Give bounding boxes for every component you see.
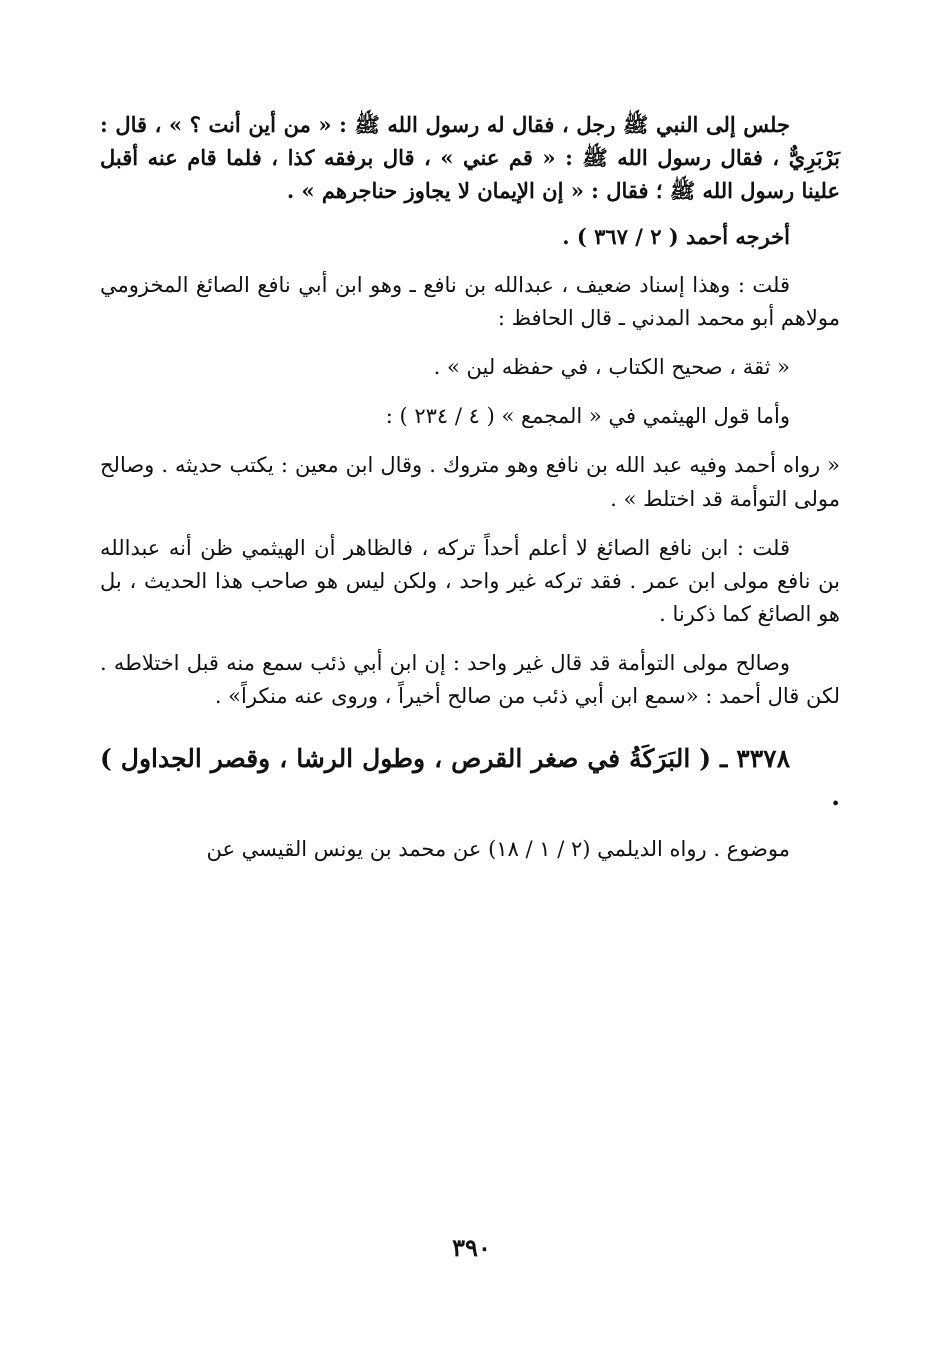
hafiz-quote: « ثقة ، صحيح الكتاب ، في حفظه لين » .: [433, 355, 790, 380]
page-number: ٣٩٠: [452, 1233, 491, 1262]
takhrij-line: أخرجه أحمد ( ٢ / ٣٦٧ ) .: [562, 223, 790, 249]
isnad-commentary: قلت : وهذا إسناد ضعيف ، عبدالله بن نافع ـ وهو ابن أبي نافع الصائغ المخزومي مولاهم أبو محمد المدني ـ قال الحافظ :: [100, 272, 840, 330]
hadith-text: جلس إلى النبي ﷺ رجل ، فقال له رسول الله ﷺ : « من أين أنت ؟ » ، قال : بَرْبَرِيٌّ ، فقال رسول الله ﷺ : « قم عني » ، قال برفقه كذا ، فلما قام عنه أقبل علينا رسول الله ﷺ ؛ فقال : « إن الإيمان لا يجاوز حناجرهم » .: [100, 112, 840, 204]
commentary-salih: وصالح مولى التوأمة قد قال غير واحد : إن ابن أبي ذئب سمع منه قبل اختلاطه . لكن قال أحمد : «سمع ابن أبي ذئب من صالح أخيراً ، وروى عنه منكراً» .: [100, 651, 840, 709]
haythami-intro: وأما قول الهيثمي في « المجمع » ( ٤ / ٢٣٤ ) :: [385, 404, 790, 429]
page-body: [100, 108, 840, 866]
haythami-quote: « رواه أحمد وفيه عبد الله بن نافع وهو متروك . وقال ابن معين : يكتب حديثه . وصالح مولى التوأمة قد اختلط » .: [100, 453, 840, 511]
grading-text: موضوع . رواه الديلمي (٢ / ١ / ١٨) عن محمد بن يونس القيسي عن: [206, 837, 790, 862]
commentary-ibn-nafi: قلت : ابن نافع الصائغ لا أعلم أحداً تركه ، فالظاهر أن الهيثمي ظن أنه عبدالله بن نافع مولى ابن عمر . فقد تركه غير واحد ، ولكن ليس هو صاحب هذا الحديث ، بل هو الصائغ كما ذكرنا .: [100, 535, 840, 627]
hadith-heading: ٣٣٧٨ ـ ( البَرَكَةُ في صغر القرص ، وطول الرشا ، وقصر الجداول ) .: [100, 743, 840, 812]
